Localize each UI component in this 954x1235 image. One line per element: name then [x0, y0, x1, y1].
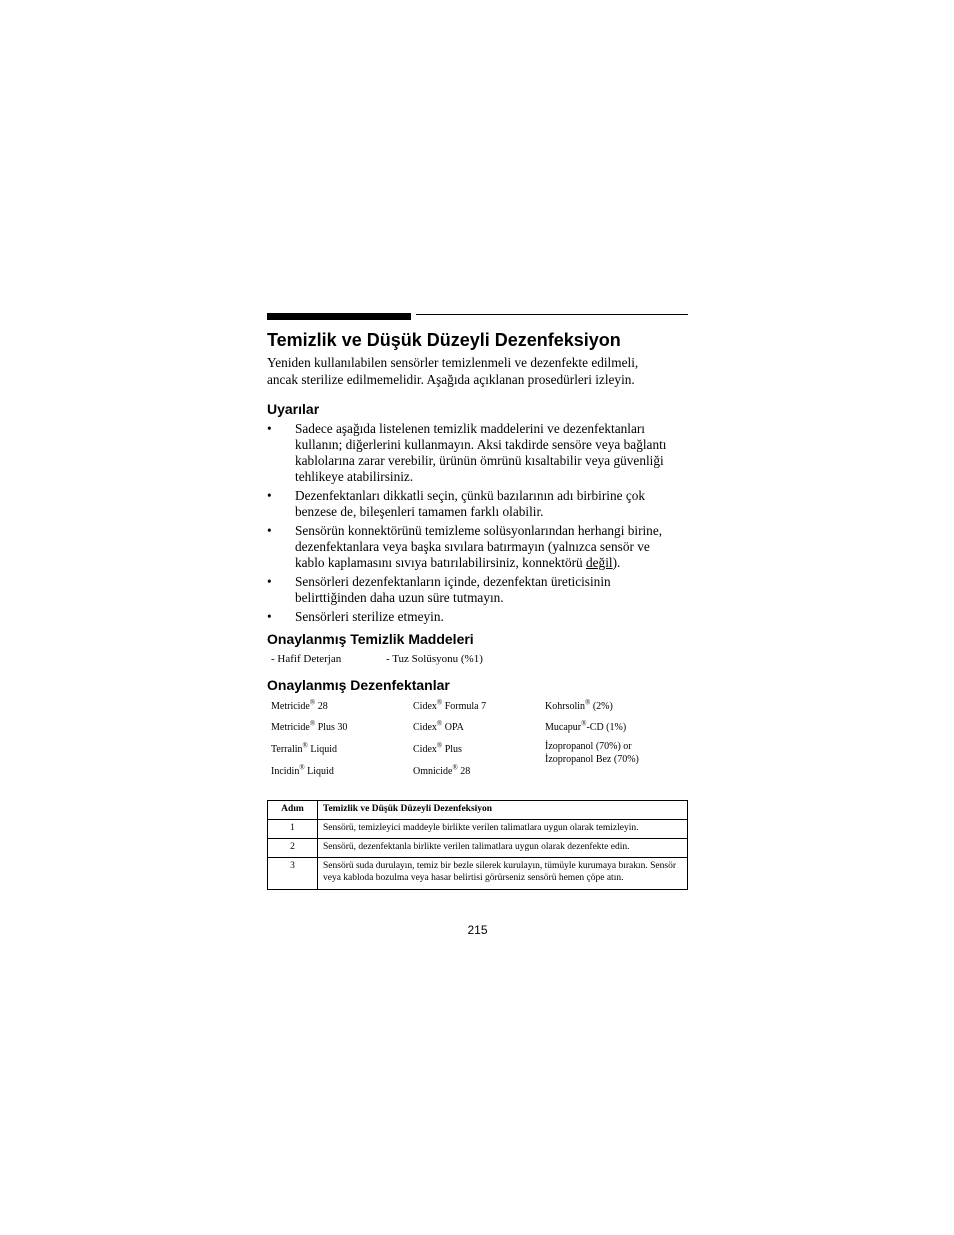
list-item-line: kullanın; diğerlerini kullanmayın. Aksi takdirde sensöre veya bağlantı — [295, 437, 667, 452]
disinfectants-heading: Onaylanmış Dezenfektanlar — [267, 677, 450, 693]
step-text: Sensörü, temizleyici maddeyle birlikte verilen talimatlara uygun olarak temizleyin. — [318, 820, 688, 839]
list-item-line: Dezenfektanları dikkatli seçin, çünkü bazılarının adı birbirine çok — [295, 488, 646, 503]
bullet: • — [267, 574, 272, 589]
list-item — [267, 488, 688, 520]
disinfectant-item: Metricide® 28 — [271, 698, 328, 712]
list-item — [267, 574, 688, 606]
disinfectant-line: İzopropanol Bez (70%) — [545, 754, 639, 765]
column-header-step: Adım — [268, 801, 318, 820]
bullet: • — [267, 609, 272, 624]
warnings-list — [267, 421, 688, 628]
list-item-line: Sensörün konnektörünü temizleme solüsyonlarından herhangi birine, — [295, 523, 663, 538]
step-number: 1 — [268, 820, 318, 839]
list-item-line: Sadece aşağıda listelenen temizlik maddelerini ve dezenfektanları — [295, 421, 645, 436]
list-item-line — [295, 555, 688, 571]
list-item-line: Sensörleri sterilize etmeyin. — [295, 609, 444, 624]
text-segment: ). — [612, 555, 621, 570]
list-item — [267, 421, 688, 485]
cleaner-item: - Tuz Solüsyonu (%1) — [386, 653, 483, 665]
disinfectant-item: Cidex® Formula 7 — [413, 698, 487, 712]
bullet: • — [267, 488, 272, 503]
underlined-word: değil — [586, 555, 613, 570]
page-number: 215 — [467, 923, 488, 937]
list-item — [267, 609, 688, 625]
disinfectant-item: Incidin® Liquid — [271, 763, 334, 777]
table-header-row — [268, 801, 688, 820]
disinfectant-item: Metricide® Plus 30 — [271, 719, 348, 733]
list-item-line: benzese de, bileşenleri tamamen farklı olabilir. — [295, 504, 544, 519]
disinfectant-item: Cidex® Plus — [413, 741, 462, 755]
intro-line: ancak sterilize edilmemelidir. Aşağıda açıklanan prosedürleri izleyin. — [267, 372, 635, 387]
step-number: 3 — [268, 858, 318, 890]
list-item-line: Sensörleri dezenfektanların içinde, dezenfektan üreticisinin — [295, 574, 611, 589]
table-row — [268, 839, 688, 858]
step-text: Sensörü suda durulayın, temiz bir bezle silerek kurulayın, tümüyle kurumaya bırakın. Sensör veya kabloda bozulma veya hasar belirtisi görürseniz sensörü hemen çöpe atın. — [318, 858, 688, 890]
disinfectant-item: Omnicide® 28 — [413, 763, 471, 777]
bullet: • — [267, 523, 272, 538]
header-rule-thin — [416, 314, 688, 315]
disinfectant-line: İzopropanol (70%) or — [545, 741, 632, 752]
list-item-line: kablolarına zarar verebilir, ürünün ömrünü kısaltabilir veya güvenliği — [295, 453, 664, 468]
intro-line: Yeniden kullanılabilen sensörler temizlenmeli ve dezenfekte edilmeli, — [267, 355, 639, 370]
intro-paragraph — [267, 354, 688, 388]
warnings-heading: Uyarılar — [267, 401, 320, 417]
disinfectant-item: Kohrsolin® (2%) — [545, 698, 613, 712]
text-segment: kablo kaplamasını sıvıya batırılabilirsiniz, konnektörü — [295, 555, 586, 570]
disinfectant-item: Cidex® OPA — [413, 719, 464, 733]
step-text: Sensörü, dezenfektanla birlikte verilen talimatlara uygun olarak dezenfekte edin. — [318, 839, 688, 858]
page-title: Temizlik ve Düşük Düzeyli Dezenfeksiyon — [267, 330, 621, 350]
bullet: • — [267, 421, 272, 436]
steps-table — [267, 800, 688, 890]
cleaner-item: - Hafif Deterjan — [271, 653, 342, 665]
list-item-line: belirttiğinden daha uzun süre tutmayın. — [295, 590, 504, 605]
list-item-line: tehlikeye atabilirsiniz. — [295, 469, 414, 484]
step-number: 2 — [268, 839, 318, 858]
table-row — [268, 858, 688, 890]
disinfectant-item: Mucapur®-CD (1%) — [545, 719, 627, 733]
header-rule-thick — [267, 313, 411, 320]
list-item-line: dezenfektanlara veya başka sıvılara batırmayın (yalnızca sensör ve — [295, 539, 650, 554]
column-header-procedure: Temizlik ve Düşük Düzeyli Dezenfeksiyon — [318, 801, 688, 820]
list-item — [267, 523, 688, 571]
cleaners-heading: Onaylanmış Temizlik Maddeleri — [267, 631, 474, 647]
table-row — [268, 820, 688, 839]
disinfectant-item: Terralin® Liquid — [271, 741, 338, 755]
disinfectant-item — [545, 740, 639, 766]
